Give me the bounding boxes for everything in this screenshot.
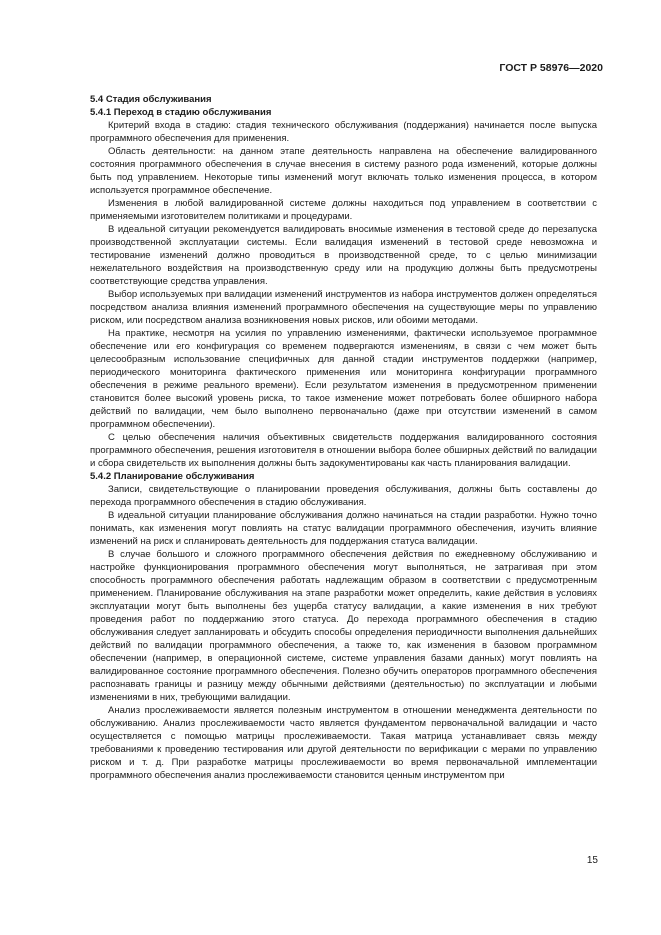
subsection-title-5-4-2: 5.4.2 Планирование обслуживания: [90, 471, 255, 482]
paragraph: Область деятельности: на данном этапе деятельность направлена на обеспечение валидированного состояния программного обеспечения в случае внесения в систему разного рода изменений, которые должны быть под управлением. Некоторые типы изменений могут включать только изменения процесса, в котором используется программное обеспечение.: [90, 146, 597, 196]
paragraph: Записи, свидетельствующие о планировании проведения обслуживания, должны быть составлены до перехода программного обеспечения в стадию обслуживания.: [90, 484, 597, 508]
page-number: 15: [586, 855, 598, 866]
paragraph: В случае большого и сложного программного обеспечения действия по ежедневному обслуживанию и настройке функционирования программного обеспечения могут выполняться, не затрагивая при этом способность программного обеспечения работать надлежащим образом в соответствии с предусмотренным применением. Планирование обслуживания на этапе разработки может определить, какие действия в условиях эксплуатации могут быть выполнены без ущерба статусу валидации, а какие изменения в них требуют проведения работ по поддержанию этого статуса. До перехода программного обеспечения в стадию обслуживания следует запланировать и обсудить способы определения периодичности выполнения дальнейших действий по валидации программного обеспечения, а также то, как изменения в базовом программном обеспечении (например, в операционной системе, системе управления базами данных) могут повлиять на валидированное состояние программного обеспечения. Полезно обучить операторов программного обеспечения распознавать границы и разницу между обычными действиями (деятельностью) по эксплуатации и любыми изменениями в них, требующими валидации.: [90, 549, 597, 703]
paragraph: Выбор используемых при валидации изменений инструментов из набора инструментов должен определяться посредством анализа влияния изменений программного обеспечения на существующие меры по управлению риском, или посредством анализа возникновения новых рисков, или обоими методами.: [90, 289, 597, 326]
paragraph: В идеальной ситуации рекомендуется валидировать вносимые изменения в тестовой среде до перезапуска производственной эксплуатации системы. Если валидация изменений в тестовой среде невозможна и тестирование изменений должно проводиться в производственной среде, то с целью минимизации нежелательного воздействия на производственную среду или на продукцию должны быть предусмотрены соответствующие средства управления.: [90, 224, 597, 287]
standard-header: ГОСТ Р 58976—2020: [499, 62, 603, 74]
section-title: 5.4 Стадия обслуживания: [90, 94, 212, 105]
paragraph: Анализ прослеживаемости является полезным инструментом в отношении менеджмента деятельности по обслуживанию. Анализ прослеживаемости часто является фундаментом первоначальной валидации и часто осуществляется с помощью матрицы прослеживаемости. Такая матрица устанавливает связь между требованиями к проведению тестирования или другой деятельности по верификации с мерами по управлению риском и т. д. При разработке матрицы прослеживаемости во время первоначальной имплементации программного обеспечения анализ прослеживаемости становится ценным инструментом при: [90, 705, 597, 781]
subsection-title-5-4-1: 5.4.1 Переход в стадию обслуживания: [90, 107, 272, 118]
paragraph: В идеальной ситуации планирование обслуживания должно начинаться на стадии разработки. Нужно точно понимать, как изменения могут повлиять на статус валидации программного обеспечения, изучить влияние изменений на риск и спланировать деятельность для поддержания статуса валидации.: [90, 510, 597, 547]
document-body: [90, 93, 597, 782]
paragraph: Изменения в любой валидированной системе должны находиться под управлением в соответствии с применяемыми изготовителем политиками и процедурами.: [90, 198, 597, 222]
paragraph: С целью обеспечения наличия объективных свидетельств поддержания валидированного состояния программного обеспечения, решения изготовителя в отношении выбора более обширных действий по валидации и сбора свидетельств их выполнения должны быть задокументированы как часть планирования валидации.: [90, 432, 597, 469]
paragraph: На практике, несмотря на усилия по управлению изменениями, фактически используемое программное обеспечение или его конфигурация со временем подвергаются изменениям, в связи с чем может быть целесообразным использование специфичных для данной стадии инструментов поддержки (например, периодического мониторинга фактического применения или мониторинга конфигурации программного обеспечения в режиме реального времени). Если результатом изменения в предусмотренном применении становится более высокий уровень риска, то такое изменение может потребовать более обширного набора действий по валидации, чем было выполнено первоначально (даже при отсутствии изменений в самом программном обеспечении).: [90, 328, 597, 430]
paragraph: Критерий входа в стадию: стадия технического обслуживания (поддержания) начинается после выпуска программного обеспечения для применения.: [90, 120, 597, 144]
